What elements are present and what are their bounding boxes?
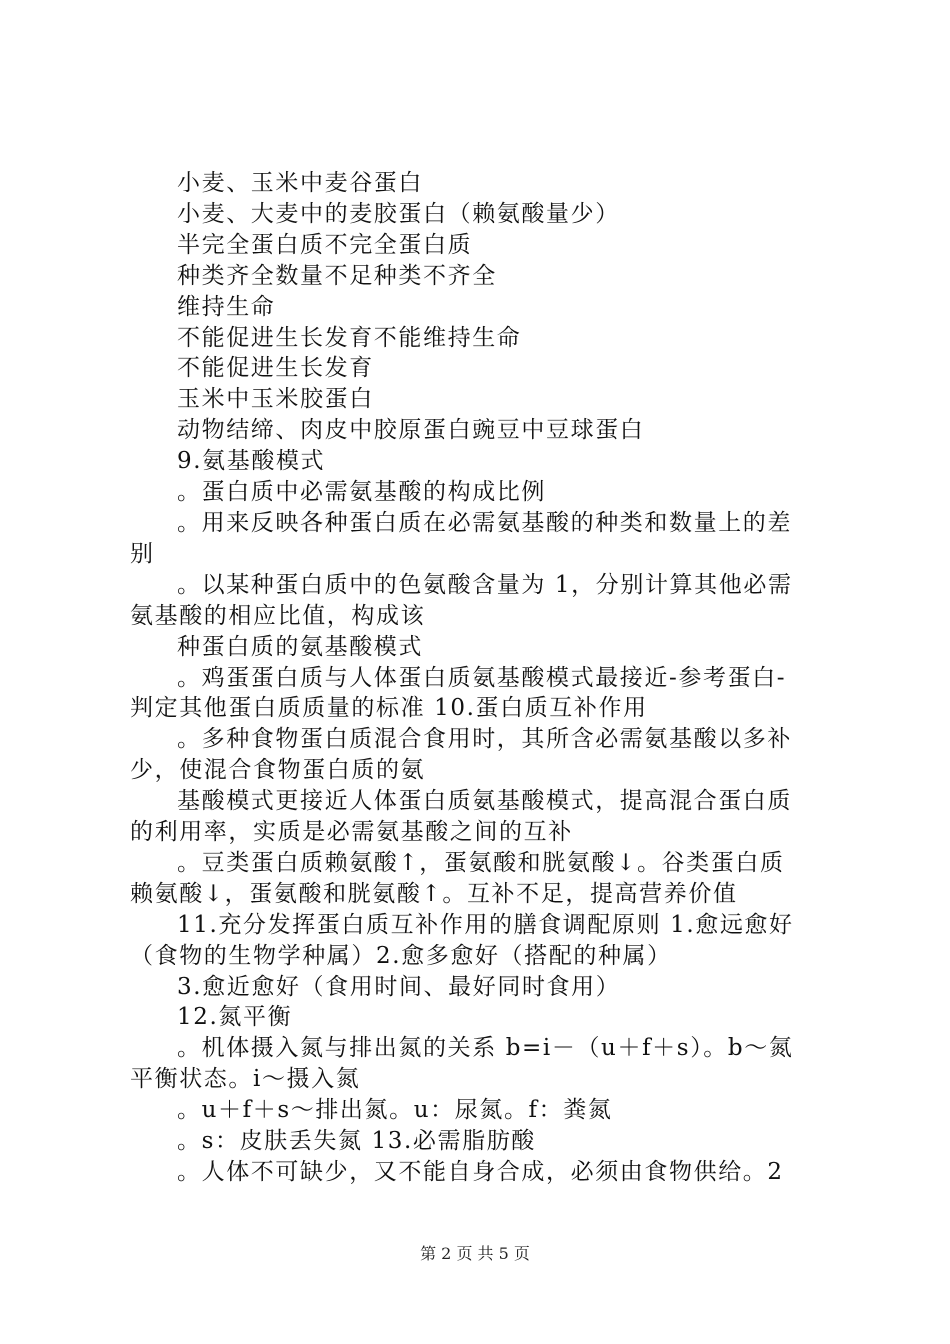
text-line: 3.愈近愈好（食用时间、最好同时食用） [177, 973, 621, 1000]
text-line: 不能促进生长发育 [177, 355, 374, 382]
text-line: 小麦、玉米中麦谷蛋白 [177, 170, 423, 196]
page-footer: 第 2 页 共 5 页 [420, 1244, 530, 1263]
text-line: 维持生命 [177, 293, 276, 320]
text-line: （食物的生物学种属）2.愈多愈好（搭配的种属） [130, 942, 672, 969]
text-line: 不能促进生长发育不能维持生命 [177, 324, 522, 351]
text-line: 。机体摄入氮与排出氮的关系 b=i－（u＋f＋s）。b～氮 [177, 1035, 794, 1062]
text-line: 平衡状态。i～摄入氮 [130, 1066, 361, 1093]
text-line: 动物结缔、肉皮中胶原蛋白豌豆中豆球蛋白 [177, 417, 645, 444]
text-line: 基酸模式更接近人体蛋白质氨基酸模式，提高混合蛋白质 [177, 788, 792, 815]
text-line: 种类齐全数量不足种类不齐全 [177, 262, 497, 289]
text-line: 玉米中玉米胶蛋白 [177, 386, 374, 413]
text-line: 。s：皮肤丢失氮 13.必需脂肪酸 [177, 1128, 536, 1155]
document-body [130, 168, 830, 1188]
text-line: 。用来反映各种蛋白质在必需氨基酸的种类和数量上的差 [177, 509, 792, 536]
text-line: 12.氮平衡 [177, 1004, 293, 1031]
text-line: 11.充分发挥蛋白质互补作用的膳食调配原则 1.愈远愈好 [177, 911, 794, 938]
text-line: 。多种食物蛋白质混合食用时，其所含必需氨基酸以多补 [177, 726, 792, 753]
text-line: 。人体不可缺少，又不能自身合成，必须由食物供给。2 [177, 1159, 784, 1185]
text-line: 。鸡蛋蛋白质与人体蛋白质氨基酸模式最接近-参考蛋白- [177, 664, 787, 691]
text-line: 氨基酸的相应比值，构成该 [130, 602, 426, 629]
text-line: 赖氨酸↓，蛋氨酸和胱氨酸↑。互补不足，提高营养价值 [130, 880, 738, 907]
text-line: 。u＋f＋s～排出氮。u：尿氮。f：粪氮 [177, 1097, 613, 1124]
text-line: 。蛋白质中必需氨基酸的构成比例 [177, 479, 546, 506]
text-line: 。以某种蛋白质中的色氨酸含量为 1，分别计算其他必需 [177, 571, 793, 598]
text-line: 少，使混合食物蛋白质的氨 [130, 757, 426, 784]
text-line: 小麦、大麦中的麦胶蛋白（赖氨酸量少） [177, 200, 620, 227]
text-line: 种蛋白质的氨基酸模式 [177, 633, 423, 660]
text-line: 的利用率，实质是必需氨基酸之间的互补 [130, 819, 573, 846]
text-line: 半完全蛋白质不完全蛋白质 [177, 231, 473, 258]
text-line: 。豆类蛋白质赖氨酸↑，蛋氨酸和胱氨酸↓。谷类蛋白质 [177, 849, 785, 876]
text-line: 别 [130, 540, 155, 567]
text-line: 判定其他蛋白质质量的标准 10.蛋白质互补作用 [130, 695, 648, 722]
text-line: 9.氨基酸模式 [177, 448, 326, 475]
